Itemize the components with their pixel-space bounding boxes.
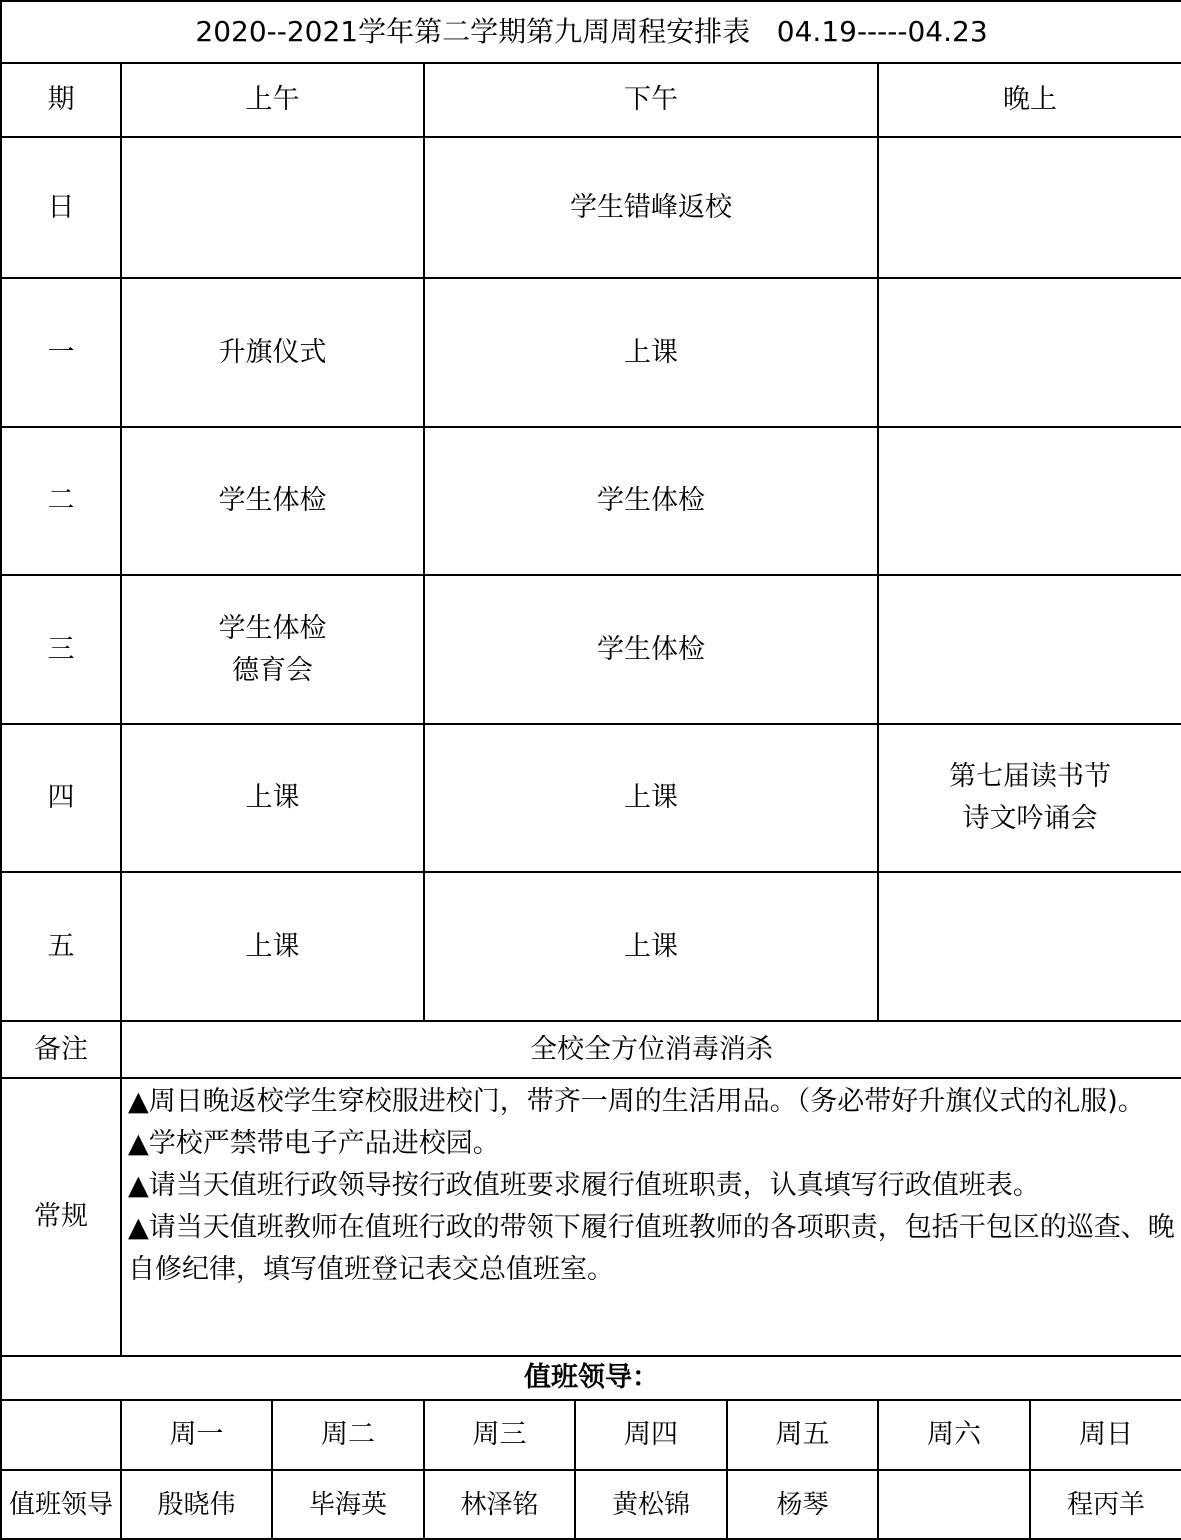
schedule-row [1, 137, 1181, 278]
evening-cell [878, 872, 1181, 1021]
schedule-row [1, 575, 1181, 724]
duty-day: 周三 [424, 1400, 575, 1470]
evening-activity: 诗文吟诵会 [962, 803, 1098, 834]
morning-cell [121, 278, 424, 427]
remarks-label: 备注 [1, 1021, 121, 1078]
remarks-row [1, 1021, 1181, 1078]
day-label: 二 [1, 427, 121, 575]
duty-day: 周一 [121, 1400, 272, 1470]
afternoon-cell [424, 427, 878, 575]
remarks-text: 全校全方位消毒消杀 [121, 1021, 1181, 1078]
evening-cell [878, 575, 1181, 724]
duty-leaders-row [1, 1470, 1181, 1539]
day-label: 一 [1, 278, 121, 427]
duty-leader: 杨琴 [727, 1470, 878, 1539]
duty-leader: 程丙羊 [1030, 1470, 1181, 1539]
day-label: 日 [1, 137, 121, 278]
duty-leader: 殷晓伟 [121, 1470, 272, 1539]
afternoon-activity: 学生错峰返校 [570, 191, 732, 223]
morning-cell [121, 724, 424, 872]
morning-cell [121, 137, 424, 278]
morning-activity: 德育会 [232, 654, 313, 686]
evening-cell [878, 278, 1181, 427]
afternoon-activity: 学生体检 [597, 485, 705, 516]
afternoon-activity: 上课 [624, 336, 678, 368]
duty-day: 周五 [727, 1400, 878, 1470]
duty-day: 周日 [1030, 1400, 1181, 1470]
day-label: 三 [1, 575, 121, 724]
header-evening: 晚上 [878, 63, 1181, 137]
afternoon-cell [424, 278, 878, 427]
routine-note: ▲请当天值班教师在值班行政的带领下履行值班教师的各项职责，包括干包区的巡查、晚自修纪律，填写值班登记表交总值班室。 [128, 1212, 1175, 1285]
schedule-row [1, 278, 1181, 427]
routine-row [1, 1078, 1181, 1356]
schedule-row [1, 872, 1181, 1021]
schedule-row [1, 427, 1181, 575]
morning-cell [121, 872, 424, 1021]
duty-corner-cell [1, 1400, 121, 1470]
routine-label: 常规 [1, 1078, 121, 1356]
header-day: 期 [1, 63, 121, 137]
morning-cell [121, 575, 424, 724]
evening-activity: 第七届读书节 [949, 761, 1111, 792]
duty-row-label: 值班领导 [1, 1470, 121, 1539]
morning-cell [121, 427, 424, 575]
schedule-row [1, 724, 1181, 872]
evening-cell [878, 137, 1181, 278]
duty-day: 周二 [272, 1400, 424, 1470]
morning-activity: 上课 [245, 782, 300, 813]
page-title: 2020--2021学年第二学期第九周周程安排表 04.19-----04.23 [1, 1, 1181, 63]
duty-day: 周四 [575, 1400, 727, 1470]
morning-activity: 学生体检 [218, 485, 327, 516]
duty-days-row [1, 1400, 1181, 1470]
afternoon-cell [424, 724, 878, 872]
afternoon-cell [424, 575, 878, 724]
afternoon-cell [424, 872, 878, 1021]
day-label: 四 [1, 724, 121, 872]
routine-notes [121, 1078, 1181, 1356]
routine-note: ▲周日晚返校学生穿校服进校门，带齐一周的生活用品。（务必带好升旗仪式的礼服)。 [128, 1086, 1145, 1117]
morning-activity: 上课 [245, 930, 300, 962]
duty-heading: 值班领导： [1, 1356, 1181, 1400]
duty-day: 周六 [878, 1400, 1030, 1470]
afternoon-cell [424, 137, 878, 278]
afternoon-activity: 上课 [624, 782, 678, 813]
routine-note: ▲请当天值班行政领导按行政值班要求履行值班职责，认真填写行政值班表。 [128, 1170, 1040, 1201]
afternoon-activity: 学生体检 [597, 633, 705, 665]
duty-leader: 毕海英 [272, 1470, 424, 1539]
afternoon-activity: 上课 [624, 930, 678, 962]
duty-leader: 林泽铭 [424, 1470, 575, 1539]
header-morning: 上午 [121, 63, 424, 137]
morning-activity: 升旗仪式 [218, 336, 327, 368]
evening-cell [878, 427, 1181, 575]
routine-note: ▲学校严禁带电子产品进校园。 [128, 1128, 500, 1159]
duty-leader: 黄松锦 [575, 1470, 727, 1539]
duty-leader [878, 1470, 1030, 1539]
day-label: 五 [1, 872, 121, 1021]
evening-cell [878, 724, 1181, 872]
morning-activity: 学生体检 [218, 612, 327, 644]
header-afternoon: 下午 [424, 63, 878, 137]
